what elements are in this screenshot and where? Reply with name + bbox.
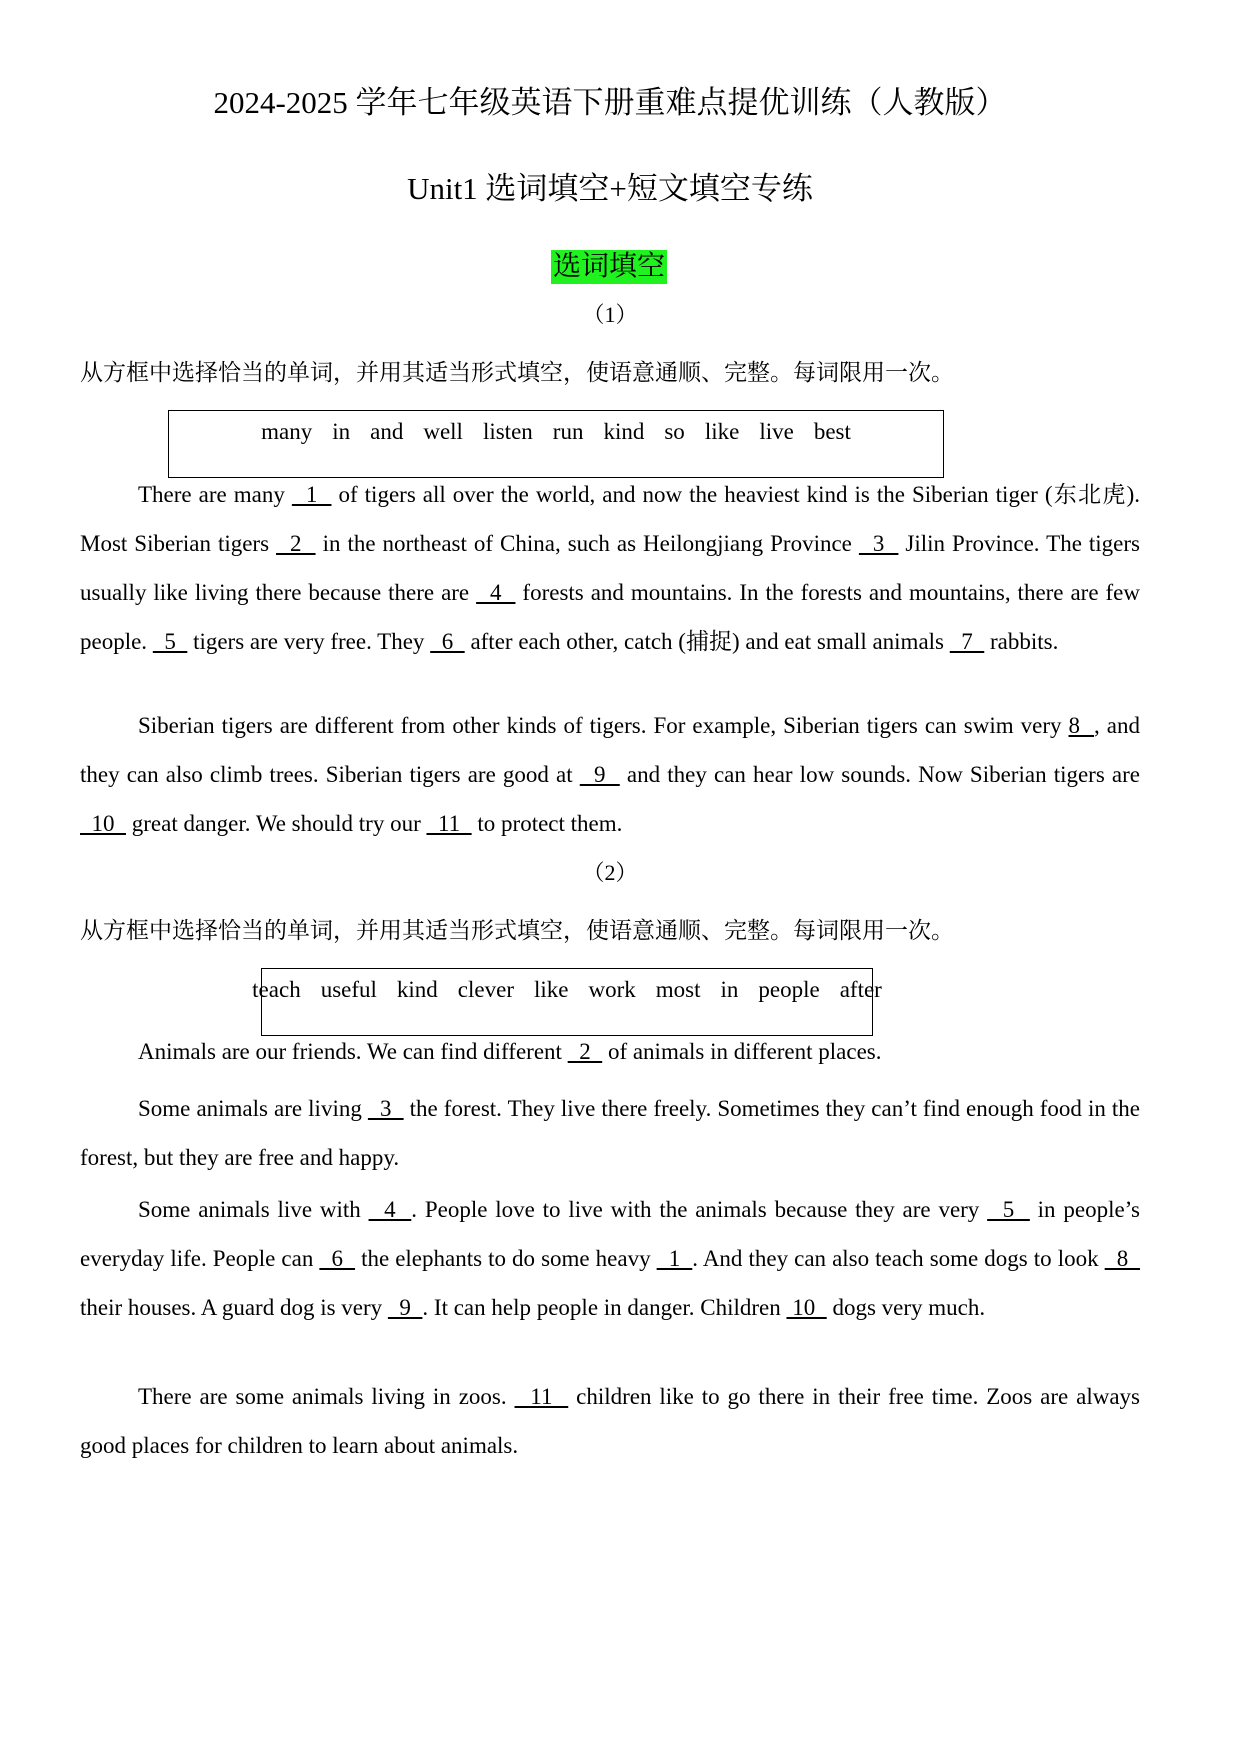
answer-blank[interactable]: 8 xyxy=(1104,1246,1141,1271)
word-box-item: like xyxy=(533,977,569,1002)
exercise-2-instruction: 从方框中选择恰当的单词，并用其适当形式填空，使语意通顺、完整。每词限用一次。 xyxy=(80,918,954,943)
word-box-item: useful xyxy=(320,977,377,1002)
exercise-2-paragraph-1: Animals are our friends. We can find different 2 of animals in different places. xyxy=(138,1039,882,1064)
answer-blank[interactable]: 7 xyxy=(949,629,985,654)
word-box-item: kind xyxy=(396,977,438,1002)
word-box-item: and xyxy=(370,419,404,444)
answer-blank[interactable]: 6 xyxy=(319,1246,356,1271)
word-box-item: after xyxy=(839,977,882,1002)
word-box-item: many xyxy=(261,419,313,444)
exercise-1-word-box xyxy=(168,410,944,478)
answer-blank[interactable]: 4 xyxy=(368,1197,412,1222)
answer-blank[interactable]: 9 xyxy=(387,1295,423,1320)
page-subtitle: Unit1 选词填空+短文填空专练 xyxy=(407,171,813,206)
answer-blank[interactable]: 11 xyxy=(514,1384,569,1409)
word-box-item: most xyxy=(655,977,701,1002)
word-box-item: work xyxy=(588,977,636,1002)
exercise-1-number: （1） xyxy=(582,302,638,327)
word-box-item: so xyxy=(664,419,685,444)
exercise-2-word-box xyxy=(252,968,882,1036)
answer-blank[interactable]: 2 xyxy=(567,1039,603,1064)
answer-blank[interactable]: 10 xyxy=(786,1295,827,1320)
exercise-2-number: （2） xyxy=(582,860,638,885)
word-box-item: people xyxy=(758,977,820,1002)
word-box-item: best xyxy=(813,419,851,444)
word-box-item: listen xyxy=(482,419,533,444)
exercise-1-instruction: 从方框中选择恰当的单词，并用其适当形式填空，使语意通顺、完整。每词限用一次。 xyxy=(80,360,954,385)
exercise-1-paragraph-2: Siberian tigers are different from other kinds of tigers. For example, Siberian tigers can swim very 8 , and they can also climb trees. Siberian tigers are good at 9 and they can hear low sounds. Now Siberian tigers are 10 great danger. We should try our 11 to protect them. xyxy=(80,713,1140,836)
page-title: 2024-2025 学年七年级英语下册重难点提优训练（人教版） xyxy=(213,85,1007,120)
word-box-item: in xyxy=(720,977,739,1002)
answer-blank[interactable]: 1 xyxy=(291,482,332,507)
answer-blank[interactable]: 1 xyxy=(656,1246,693,1271)
answer-blank[interactable]: 3 xyxy=(858,531,899,556)
word-box-item: teach xyxy=(252,977,301,1002)
exercise-2-paragraph-4: There are some animals living in zoos. 11 children like to go there in their free time. Zoos are always good places for children to learn about animals. xyxy=(80,1384,1140,1458)
word-box-item: well xyxy=(423,419,463,444)
section-heading: 选词填空 xyxy=(553,251,666,282)
word-box-item: kind xyxy=(603,419,645,444)
exercise-1-passage xyxy=(80,470,1140,666)
exercise-2-paragraph-3: Some animals live with 4 . People love to live with the animals because they are very 5 in people’s everyday life. People can 6 the elephants to do some heavy 1 . And they can also teach some dogs to look 8 their houses. A guard dog is very 9 . It can help people in danger. Children 10 dogs very much. xyxy=(80,1197,1141,1320)
answer-blank[interactable]: 8 xyxy=(1068,713,1095,738)
exercise-2-paragraph-2: Some animals are living 3 the forest. They live there freely. Sometimes they can’t find enough food in the forest, but they are free and happy. xyxy=(80,1096,1141,1170)
exercise-1-paragraph-1: There are many 1 of tigers all over the world, and now the heaviest kind is the Siberian tiger (东北虎). Most Siberian tigers 2 in the northeast of China, such as Heilongjiang Province 3 Jilin Province. The tigers usually like living there because there are 4 forests and mountains. In the forests and mountains, there are few people. 5 tigers are very free. They 6 after each other, catch (捕捉) and eat small animals 7 rabbits. xyxy=(80,482,1141,654)
answer-blank[interactable]: 6 xyxy=(430,629,465,654)
answer-blank[interactable]: 2 xyxy=(276,531,316,556)
answer-blank[interactable]: 3 xyxy=(367,1096,404,1121)
word-box-item: live xyxy=(759,419,794,444)
answer-blank[interactable]: 10 xyxy=(80,811,126,836)
word-box-item: clever xyxy=(457,977,514,1002)
word-box-item: run xyxy=(552,419,584,444)
answer-blank[interactable]: 11 xyxy=(426,811,472,836)
word-box-item: in xyxy=(332,419,351,444)
answer-blank[interactable]: 5 xyxy=(987,1197,1030,1222)
answer-blank[interactable]: 4 xyxy=(476,580,516,605)
answer-blank[interactable]: 9 xyxy=(579,762,620,787)
exercise-1-passage-2 xyxy=(80,701,1140,848)
word-box-item: like xyxy=(704,419,740,444)
answer-blank[interactable]: 5 xyxy=(152,629,188,654)
